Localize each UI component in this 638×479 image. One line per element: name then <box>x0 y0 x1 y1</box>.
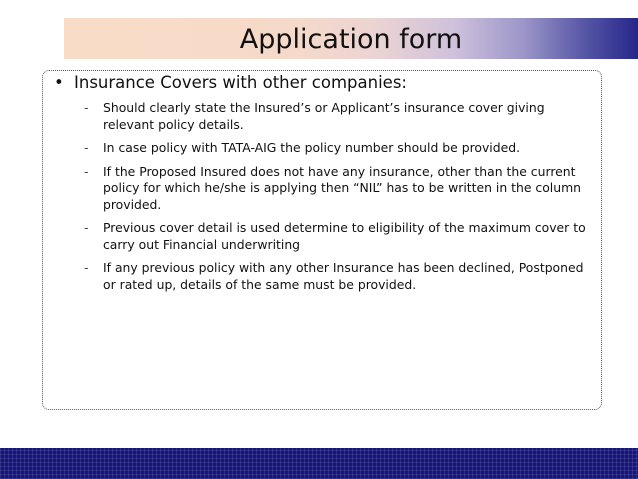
list-item-text: In case policy with TATA-AIG the policy number should be provided. <box>103 140 521 155</box>
list-item-text: If any previous policy with any other Insurance has been declined, Postponed or rated up, details of the same must be provided. <box>103 260 584 292</box>
list-item-text: Should clearly state the Insured’s or Applicant’s insurance cover giving relevant policy details. <box>103 100 545 132</box>
dash-icon: - <box>84 260 89 275</box>
list-item <box>84 260 594 293</box>
dash-icon: - <box>84 100 89 115</box>
dash-icon: - <box>84 140 89 155</box>
list-item-text: Previous cover detail is used determine to eligibility of the maximum cover to carry out Financial underwriting <box>103 220 586 252</box>
dash-icon: - <box>84 220 89 235</box>
bullet-icon: • <box>54 73 64 92</box>
footer-bar <box>0 448 638 479</box>
main-bullet <box>54 72 407 94</box>
slide-title: Application form <box>239 24 463 55</box>
list-item <box>84 164 594 214</box>
dash-icon: - <box>84 163 89 179</box>
list-item-text: If the Proposed Insured does not have any insurance, other than the current policy for which he/she is applying then “NIL” has to be written in the column provided. <box>103 163 582 212</box>
list-item <box>84 220 594 253</box>
sub-item-list <box>84 100 594 300</box>
bullet-heading: Insurance Covers with other companies: <box>74 73 407 92</box>
list-item <box>84 140 594 157</box>
list-item <box>84 100 594 133</box>
